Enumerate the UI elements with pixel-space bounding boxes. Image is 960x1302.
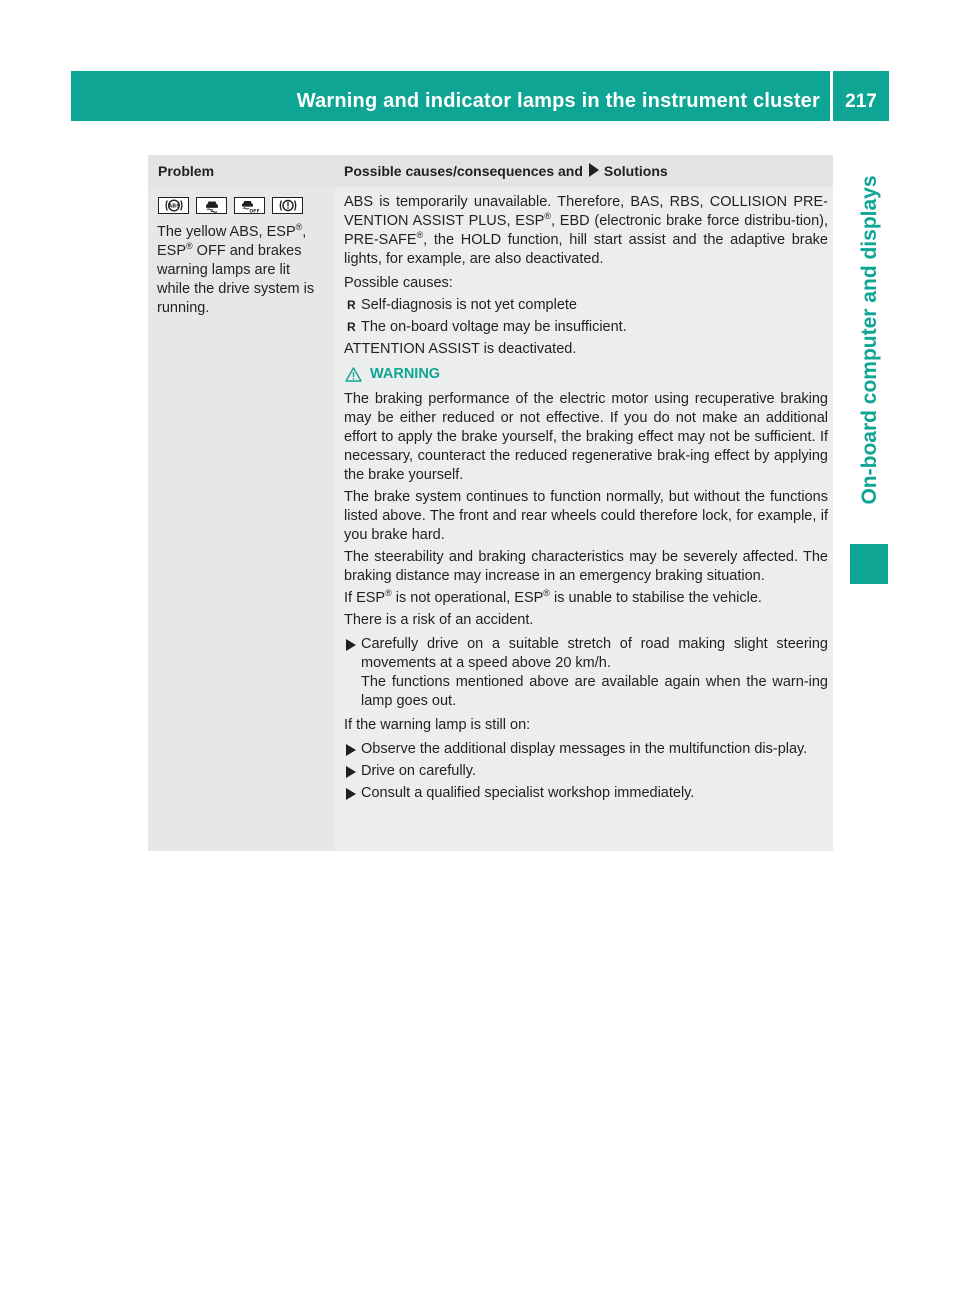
causes-label: Possible causes:	[344, 275, 453, 291]
registered-mark: ®	[416, 230, 424, 240]
svg-text:ABS: ABS	[167, 203, 180, 210]
problem-column	[148, 187, 335, 851]
step-text: Carefully drive on a suitable stretch of road making slight steering movements at a speed above 20 km/h.	[361, 636, 828, 671]
svg-text:OFF: OFF	[248, 208, 260, 213]
warning-lamp-icons	[158, 197, 303, 214]
column-header-solutions-a: Possible causes/consequences and	[344, 163, 583, 179]
problem-description	[157, 223, 332, 318]
notice-text: , the HOLD function, hill start assist and the adaptive brake lights, for example, are also deactivated.	[344, 232, 828, 267]
page-number-box	[833, 71, 889, 121]
instruction-step	[344, 635, 828, 711]
header-bar	[71, 71, 830, 121]
table-header	[148, 155, 833, 187]
abs-lamp-icon	[158, 197, 189, 214]
problem-solution-table	[148, 155, 833, 851]
column-header-solutions	[344, 163, 668, 179]
warning-text-part: is not operational, ESP	[391, 590, 544, 606]
warning-text: There is a risk of an accident.	[344, 612, 534, 628]
list-item: R The on-board voltage may be insufficient.	[344, 318, 828, 337]
warning-text: The braking performance of the electric motor using recuperative braking may be either reduced or not effective. If you do not make an additional effort to apply the brake yourself, the braking effect may not be sufficient. If necessary, counteract the reduced regenerative brak-ing effect by applying the brake yourself.	[344, 391, 828, 483]
registered-mark: ®	[385, 588, 392, 598]
esp-lamp-icon	[196, 197, 227, 214]
brake-lamp-icon	[272, 197, 303, 214]
problem-text: OFF and brakes	[192, 243, 302, 259]
registered-mark: ®	[186, 241, 193, 251]
registered-mark: ®	[543, 588, 550, 598]
warning-triangle-icon	[345, 367, 362, 382]
problem-line: while the drive system is	[157, 281, 315, 297]
solutions-column	[344, 193, 828, 806]
registered-mark: ®	[544, 211, 551, 221]
still-on-label: If the warning lamp is still on:	[344, 717, 531, 733]
warning-text-part: If ESP	[344, 590, 386, 606]
column-header-problem: Problem	[158, 163, 215, 179]
step-result: The functions mentioned above are available again when the warn-ing lamp goes out.	[361, 674, 828, 709]
side-tab	[850, 150, 890, 530]
instruction-step: Consult a qualified specialist workshop immediately.	[344, 784, 828, 803]
problem-text: The yellow ABS, ESP	[157, 224, 296, 240]
warning-text: The brake system continues to function normally, but without the functions listed above. The front and rear wheels could therefore lock, for example, if you brake hard.	[344, 489, 828, 543]
notice-text: , EBD (electronic brake force distribu-tion), PRE-SAFE	[344, 213, 828, 248]
problem-line	[157, 242, 332, 261]
page-number: 217	[845, 91, 877, 112]
problem-line: running.	[157, 300, 210, 316]
page-title: Warning and indicator lamps in the instrument cluster	[296, 90, 820, 112]
warning-text-part: is unable to stabilise the vehicle.	[549, 590, 762, 606]
problem-text: ,	[302, 224, 307, 240]
notice-text: ABS is temporarily unavailable. Therefore, BAS, RBS, COLLISION PRE-VENTION ASSIST PLUS, ESP	[344, 194, 828, 229]
attention-assist-notice: ATTENTION ASSIST is deactivated.	[344, 341, 577, 357]
problem-text: ESP	[157, 243, 187, 259]
side-tab-label: On-board computer and displays	[858, 175, 881, 505]
list-item: R Self-diagnosis is not yet complete	[344, 296, 828, 315]
problem-line: warning lamps are lit	[157, 262, 290, 278]
esp-off-lamp-icon	[234, 197, 265, 214]
warning-heading	[344, 365, 828, 384]
registered-mark: ®	[295, 222, 303, 232]
arrow-right-icon	[589, 163, 599, 177]
side-tab-marker	[850, 544, 888, 584]
warning-label: WARNING	[370, 366, 441, 382]
warning-text	[344, 589, 828, 608]
warning-text: The steerability and braking characteristics may be severely affected. The braking distance may increase in an emergency braking situation.	[344, 549, 828, 584]
instruction-step: Drive on carefully.	[344, 762, 828, 781]
instruction-step: Observe the additional display messages in the multifunction dis-play.	[344, 740, 828, 759]
column-header-solutions-b: Solutions	[603, 163, 668, 179]
problem-line	[157, 223, 332, 242]
deactivation-notice	[344, 193, 828, 269]
